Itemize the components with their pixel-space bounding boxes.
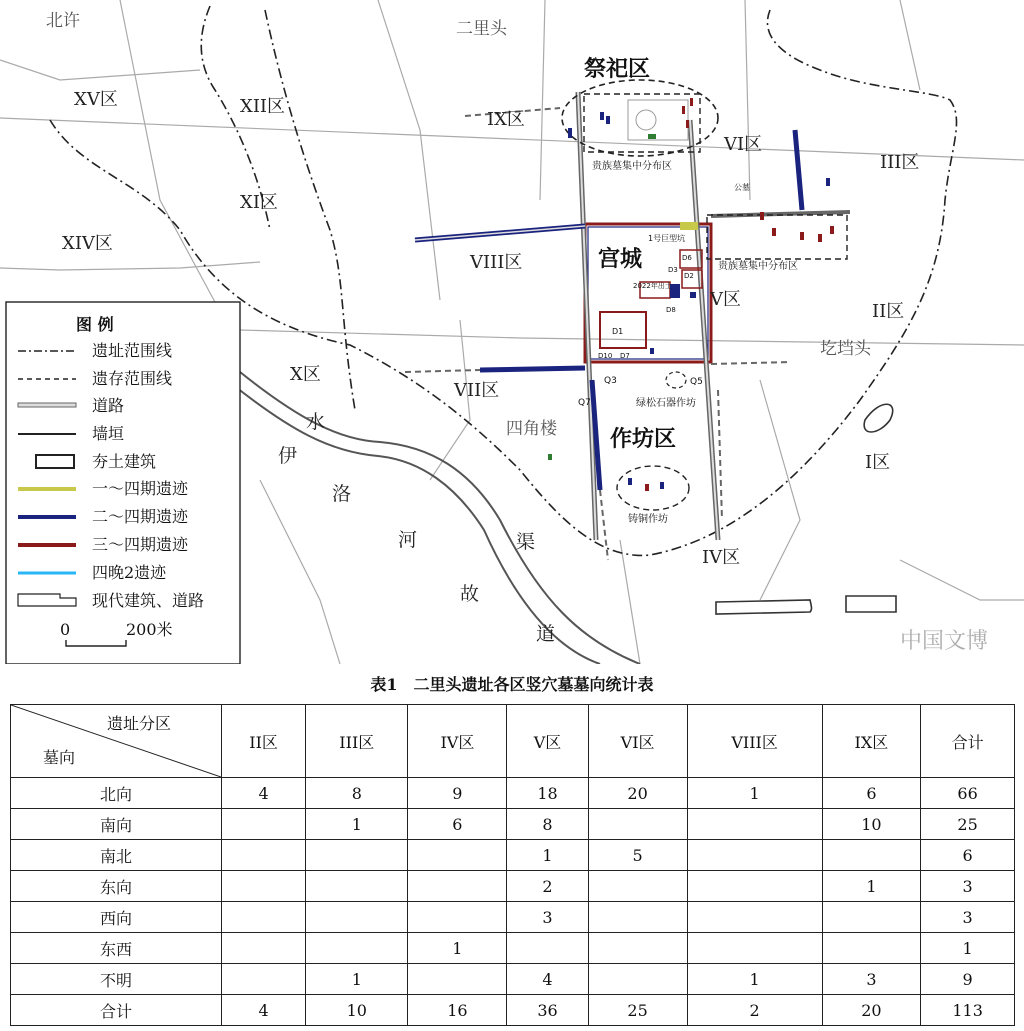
noble-tombs-label: 贵族墓集中分布区 (592, 161, 672, 172)
table-cell: 6 (822, 778, 921, 809)
table-cell (408, 840, 507, 871)
column-header: II区 (222, 705, 306, 778)
table-cell: 8 (507, 809, 588, 840)
d6-label: D6 (682, 254, 692, 262)
scale-value: 200米 (126, 620, 173, 639)
table-cell (822, 902, 921, 933)
find-label: 2022年出土 (633, 282, 672, 290)
table-cell: 20 (822, 995, 921, 1026)
row-label: 西向 (11, 902, 222, 933)
column-header: IV区 (408, 705, 507, 778)
table-cell (588, 902, 687, 933)
legend-item: 墙垣 (92, 424, 125, 443)
table-cell: 3 (507, 902, 588, 933)
table-cell (306, 902, 408, 933)
d1-label: D1 (612, 327, 624, 336)
table-header-row (11, 705, 1015, 778)
table-cell (222, 840, 306, 871)
table-cell: 1 (306, 809, 408, 840)
table-cell: 8 (306, 778, 408, 809)
table-cell: 6 (408, 809, 507, 840)
table-cell: 10 (306, 995, 408, 1026)
table-cell: 3 (921, 902, 1015, 933)
table-cell (408, 964, 507, 995)
table-cell (588, 809, 687, 840)
q7-label: Q7 (578, 398, 591, 408)
gongmin-label: 公墓 (734, 183, 750, 192)
table-cell (222, 809, 306, 840)
table-row (11, 902, 1015, 933)
column-header: VIII区 (687, 705, 822, 778)
d3-label: D3 (668, 266, 678, 274)
scale-zero: 0 (60, 620, 71, 639)
table-row (11, 871, 1015, 902)
table-cell (507, 933, 588, 964)
table-cell: 1 (822, 871, 921, 902)
legend-item: 三～四期遗迹 (92, 535, 189, 554)
river-char: 道 (536, 623, 556, 645)
table-cell (687, 871, 822, 902)
q5-label: Q5 (690, 377, 703, 387)
region-label: II区 (872, 301, 905, 322)
region-label: XIV区 (62, 233, 113, 254)
table-row (11, 964, 1015, 995)
table-cell: 4 (222, 995, 306, 1026)
table-cell (306, 840, 408, 871)
row-label: 合计 (11, 995, 222, 1026)
table-cell: 1 (408, 933, 507, 964)
table-caption: 表1 二里头遗址各区竖穴墓墓向统计表 (370, 675, 654, 694)
row-label: 不明 (11, 964, 222, 995)
table-row (11, 995, 1015, 1026)
region-label: VI区 (724, 134, 763, 155)
table-cell (222, 902, 306, 933)
workshop-area-label: 作坊区 (610, 427, 677, 452)
legend-item: 一～四期遗迹 (92, 479, 189, 498)
table-cell (306, 933, 408, 964)
row-label: 东西 (11, 933, 222, 964)
table-cell (408, 871, 507, 902)
table-cell (588, 933, 687, 964)
table-cell: 16 (408, 995, 507, 1026)
legend-item: 夯土建筑 (92, 452, 157, 471)
region-label: XI区 (240, 192, 278, 213)
table-cell: 2 (507, 871, 588, 902)
row-label: 南北 (11, 840, 222, 871)
column-header: V区 (507, 705, 588, 778)
table-row (11, 809, 1015, 840)
d8-label: D8 (666, 306, 676, 314)
watermark: 中国文博 (900, 629, 989, 654)
village-label: 四角楼 (506, 419, 557, 439)
legend-item: 道路 (92, 396, 125, 415)
table-cell: 10 (822, 809, 921, 840)
village-label: 北许 (46, 11, 80, 31)
d10-label: D10 (598, 352, 613, 360)
table-cell: 113 (921, 995, 1015, 1026)
table-cell: 18 (507, 778, 588, 809)
table-cell: 5 (588, 840, 687, 871)
table-cell: 1 (921, 933, 1015, 964)
table-cell (822, 933, 921, 964)
table-cell (687, 902, 822, 933)
table-cell (408, 902, 507, 933)
bronze-workshop-label: 铸铜作坊 (628, 514, 668, 525)
table-row (11, 933, 1015, 964)
table-cell: 25 (921, 809, 1015, 840)
table-cell (687, 809, 822, 840)
d7-label: D7 (620, 352, 630, 360)
table-cell: 4 (507, 964, 588, 995)
ritual-area-label: 祭祀区 (584, 57, 651, 82)
table-cell: 1 (507, 840, 588, 871)
column-header: III区 (306, 705, 408, 778)
column-header: 合计 (921, 705, 1015, 778)
table-cell: 3 (921, 871, 1015, 902)
q3-label: Q3 (604, 376, 617, 386)
table-cell (222, 933, 306, 964)
river-char: 伊 (278, 445, 298, 467)
village-label: 二里头 (456, 19, 507, 39)
legend-item: 四晚2遗迹 (92, 563, 167, 582)
table-cell: 1 (687, 778, 822, 809)
column-header: IX区 (822, 705, 921, 778)
corner-header (11, 705, 222, 778)
d2-label: D2 (684, 272, 694, 280)
region-label: I区 (865, 452, 891, 473)
river-char: 洛 (332, 483, 352, 505)
region-label: X区 (290, 364, 321, 385)
legend-title: 图 例 (76, 315, 114, 334)
row-label: 南向 (11, 809, 222, 840)
legend (6, 302, 240, 664)
table-cell: 25 (588, 995, 687, 1026)
table-cell (588, 871, 687, 902)
table-cell: 66 (921, 778, 1015, 809)
region-label: III区 (880, 152, 920, 173)
legend-item: 遗存范围线 (92, 369, 173, 388)
column-header: VI区 (588, 705, 687, 778)
row-label: 北向 (11, 778, 222, 809)
river-char: 渠 (516, 531, 536, 553)
table-cell: 4 (222, 778, 306, 809)
table-cell: 2 (687, 995, 822, 1026)
region-label: VIII区 (470, 252, 523, 273)
river-char: 水 (306, 411, 326, 433)
legend-item: 现代建筑、道路 (92, 591, 205, 610)
table-row (11, 840, 1015, 871)
legend-item: 二～四期遗迹 (92, 507, 189, 526)
tomb-orientation-table (10, 704, 1015, 1026)
table-cell (822, 840, 921, 871)
region-label: IV区 (702, 547, 741, 568)
legend-item: 遗址范围线 (92, 341, 173, 360)
row-label: 东向 (11, 871, 222, 902)
table-cell: 1 (306, 964, 408, 995)
river-char: 河 (398, 529, 418, 551)
corner-bottom-label: 墓向 (43, 748, 76, 767)
table-cell (306, 871, 408, 902)
table-cell (687, 840, 822, 871)
table-cell: 36 (507, 995, 588, 1026)
region-label: V区 (710, 289, 741, 310)
table-cell: 9 (408, 778, 507, 809)
corner-top-label: 遗址分区 (107, 714, 172, 733)
table-cell: 6 (921, 840, 1015, 871)
table-cell (687, 933, 822, 964)
turquoise-workshop-label: 绿松石器作坊 (636, 398, 696, 409)
noble-tombs-label: 贵族墓集中分布区 (718, 261, 798, 272)
palace-label: 宫城 (598, 247, 643, 272)
table-cell (588, 964, 687, 995)
table-cell (222, 964, 306, 995)
pit-label: 1号巨型坑 (648, 234, 686, 243)
region-label: XV区 (74, 89, 118, 110)
table-cell (222, 871, 306, 902)
region-label: XII区 (240, 96, 286, 117)
table-cell: 20 (588, 778, 687, 809)
table-cell: 3 (822, 964, 921, 995)
region-label: IX区 (487, 109, 525, 130)
table-row (11, 778, 1015, 809)
table-cell: 9 (921, 964, 1015, 995)
region-label: VII区 (454, 380, 500, 401)
river-char: 故 (460, 583, 480, 605)
village-label: 圪垱头 (820, 339, 871, 359)
table-cell: 1 (687, 964, 822, 995)
